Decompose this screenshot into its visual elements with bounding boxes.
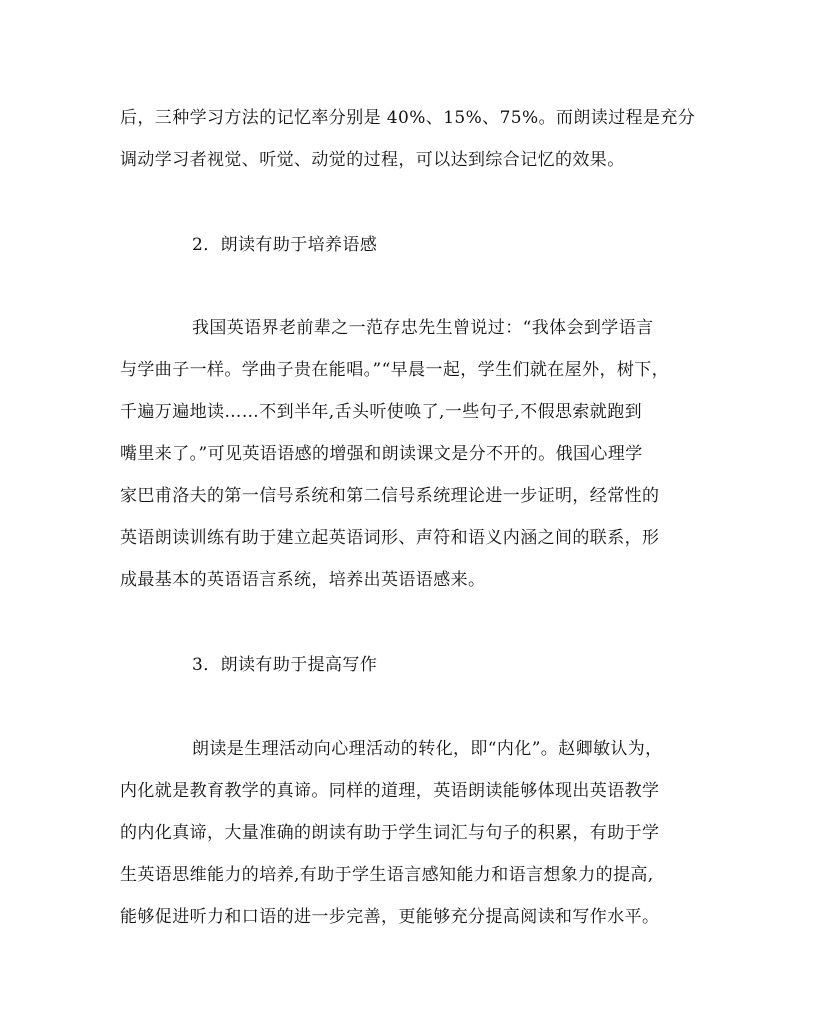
paragraph-2-line-2: 与学曲子一样。学曲子贵在能唱。”“早晨一起，学生们就在屋外，树下， [120,360,670,380]
paragraph-2-line-6: 英语朗读训练有助于建立起英语词形、声符和语义内涵之间的联系，形 [120,528,660,548]
paragraph-2-line-3: 千遍万遍地读……不到半年,舌头听使唤了,一些句子,不假思索就跑到 [120,402,643,422]
paragraph-3-line-5: 能够促进听力和口语的进一步完善，更能够充分提高阅读和写作水平。 [120,907,660,927]
section-heading-2: 2．朗读有助于培养语感 [192,235,378,255]
paragraph-3-line-2: 内化就是教育教学的真谛。同样的道理，英语朗读能够体现出英语教学 [120,781,660,801]
paragraph-2-line-7: 成最基本的英语语言系统，培养出英语语感来。 [120,570,486,590]
section-heading-3: 3．朗读有助于提高写作 [192,655,378,675]
paragraph-3-line-3: 的内化真谛，大量准确的朗读有助于学生词汇与句子的积累，有助于学 [120,823,660,843]
paragraph-2-line-5: 家巴甫洛夫的第一信号系统和第二信号系统理论进一步证明，经常性的 [120,486,660,506]
paragraph-3-line-4: 生英语思维能力的培养,有助于学生语言感知能力和语言想象力的提高, [120,865,654,885]
paragraph-1-line-1: 后，三种学习方法的记忆率分别是 40%、15%、75%。而朗读过程是充分 [120,108,696,128]
paragraph-2-line-1: 我国英语界老前辈之一范存忠先生曾说过：“我体会到学语言 [192,318,654,338]
paragraph-2-line-4: 嘴里来了。”可见英语语感的增强和朗读课文是分不开的。俄国心理学 [120,444,643,464]
paragraph-1-line-2: 调动学习者视觉、听觉、动觉的过程，可以达到综合记忆的效果。 [120,150,625,170]
paragraph-3-line-1: 朗读是生理活动向心理活动的转化，即“内化”。赵卿敏认为， [192,739,663,759]
